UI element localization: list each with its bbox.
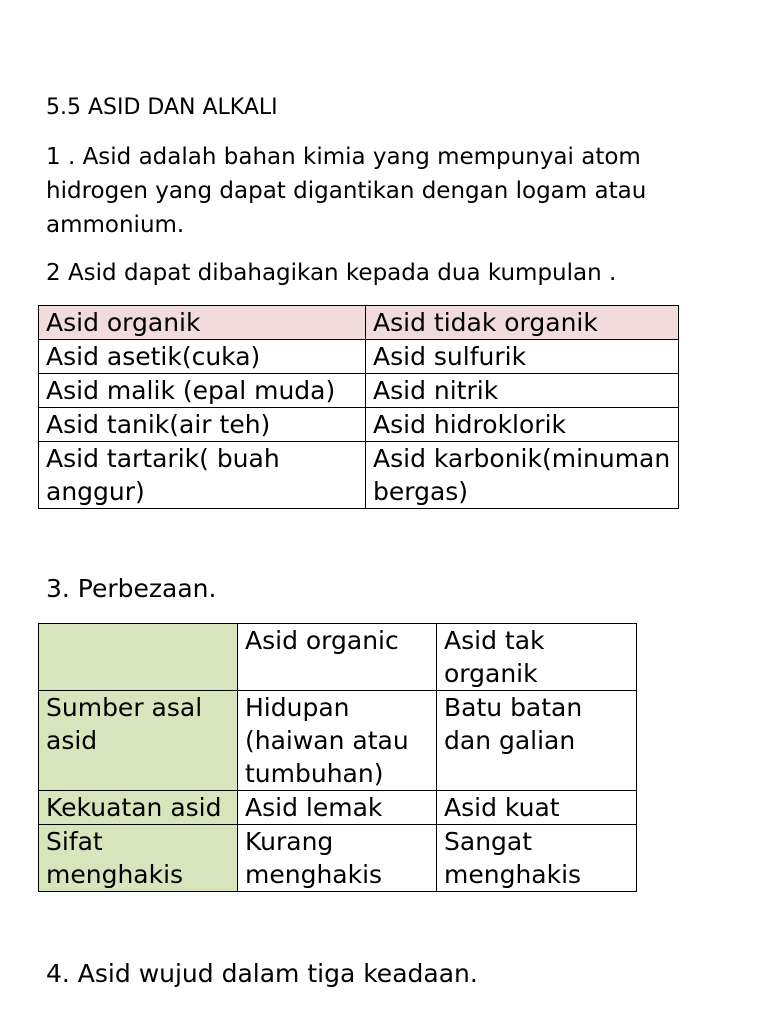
- comparison-table: [38, 623, 637, 892]
- row-header-cell: Kekuatan asid: [39, 791, 238, 825]
- section-heading: 5.5 ASID DAN ALKALI: [46, 95, 278, 120]
- row-header-cell: Sifat menghakis: [39, 825, 238, 892]
- table-cell: Asid kuat: [437, 791, 637, 825]
- paragraph-definition: 1 . Asid adalah bahan kimia yang mempunyai atom hidrogen yang dapat digantikan dengan logam atau ammonium.: [46, 144, 647, 238]
- paragraph-groups: 2 Asid dapat dibahagikan kepada dua kumpulan .: [46, 260, 617, 286]
- table-cell: Asid sulfurik: [366, 340, 679, 374]
- table-cell: Hidupan (haiwan atau tumbuhan): [238, 691, 437, 791]
- header-cell-inorganic: Asid tak organik: [437, 624, 637, 691]
- table-row: [39, 374, 679, 408]
- table-row: [39, 691, 637, 791]
- table-cell: Asid nitrik: [366, 374, 679, 408]
- row-header-cell: Sumber asal asid: [39, 691, 238, 791]
- caption-differences: 3. Perbezaan.: [46, 574, 217, 603]
- table-cell: Sangat menghakis: [437, 825, 637, 892]
- header-cell-inorganic: Asid tidak organik: [366, 306, 679, 340]
- table-row: [39, 825, 637, 892]
- table-header-row: [39, 306, 679, 340]
- table-cell: Asid asetik(cuka): [39, 340, 366, 374]
- table-cell: Asid tartarik( buah anggur): [39, 442, 366, 509]
- table-cell: Kurang menghakis: [238, 825, 437, 892]
- table-cell: Asid malik (epal muda): [39, 374, 366, 408]
- table-row: [39, 442, 679, 509]
- table-cell: Asid tanik(air teh): [39, 408, 366, 442]
- table-cell: Asid hidroklorik: [366, 408, 679, 442]
- table-header-row: [39, 624, 637, 691]
- table-row: [39, 408, 679, 442]
- header-cell-organic: Asid organik: [39, 306, 366, 340]
- caption-three-states: 4. Asid wujud dalam tiga keadaan.: [46, 959, 478, 988]
- header-cell-organic: Asid organic: [238, 624, 437, 691]
- table-row: [39, 791, 637, 825]
- table-cell: Asid karbonik(minuman bergas): [366, 442, 679, 509]
- table-cell: Asid lemak: [238, 791, 437, 825]
- table-row: [39, 340, 679, 374]
- table-cell: Batu batan dan galian: [437, 691, 637, 791]
- corner-cell: [39, 624, 238, 691]
- acid-types-table: [38, 305, 679, 509]
